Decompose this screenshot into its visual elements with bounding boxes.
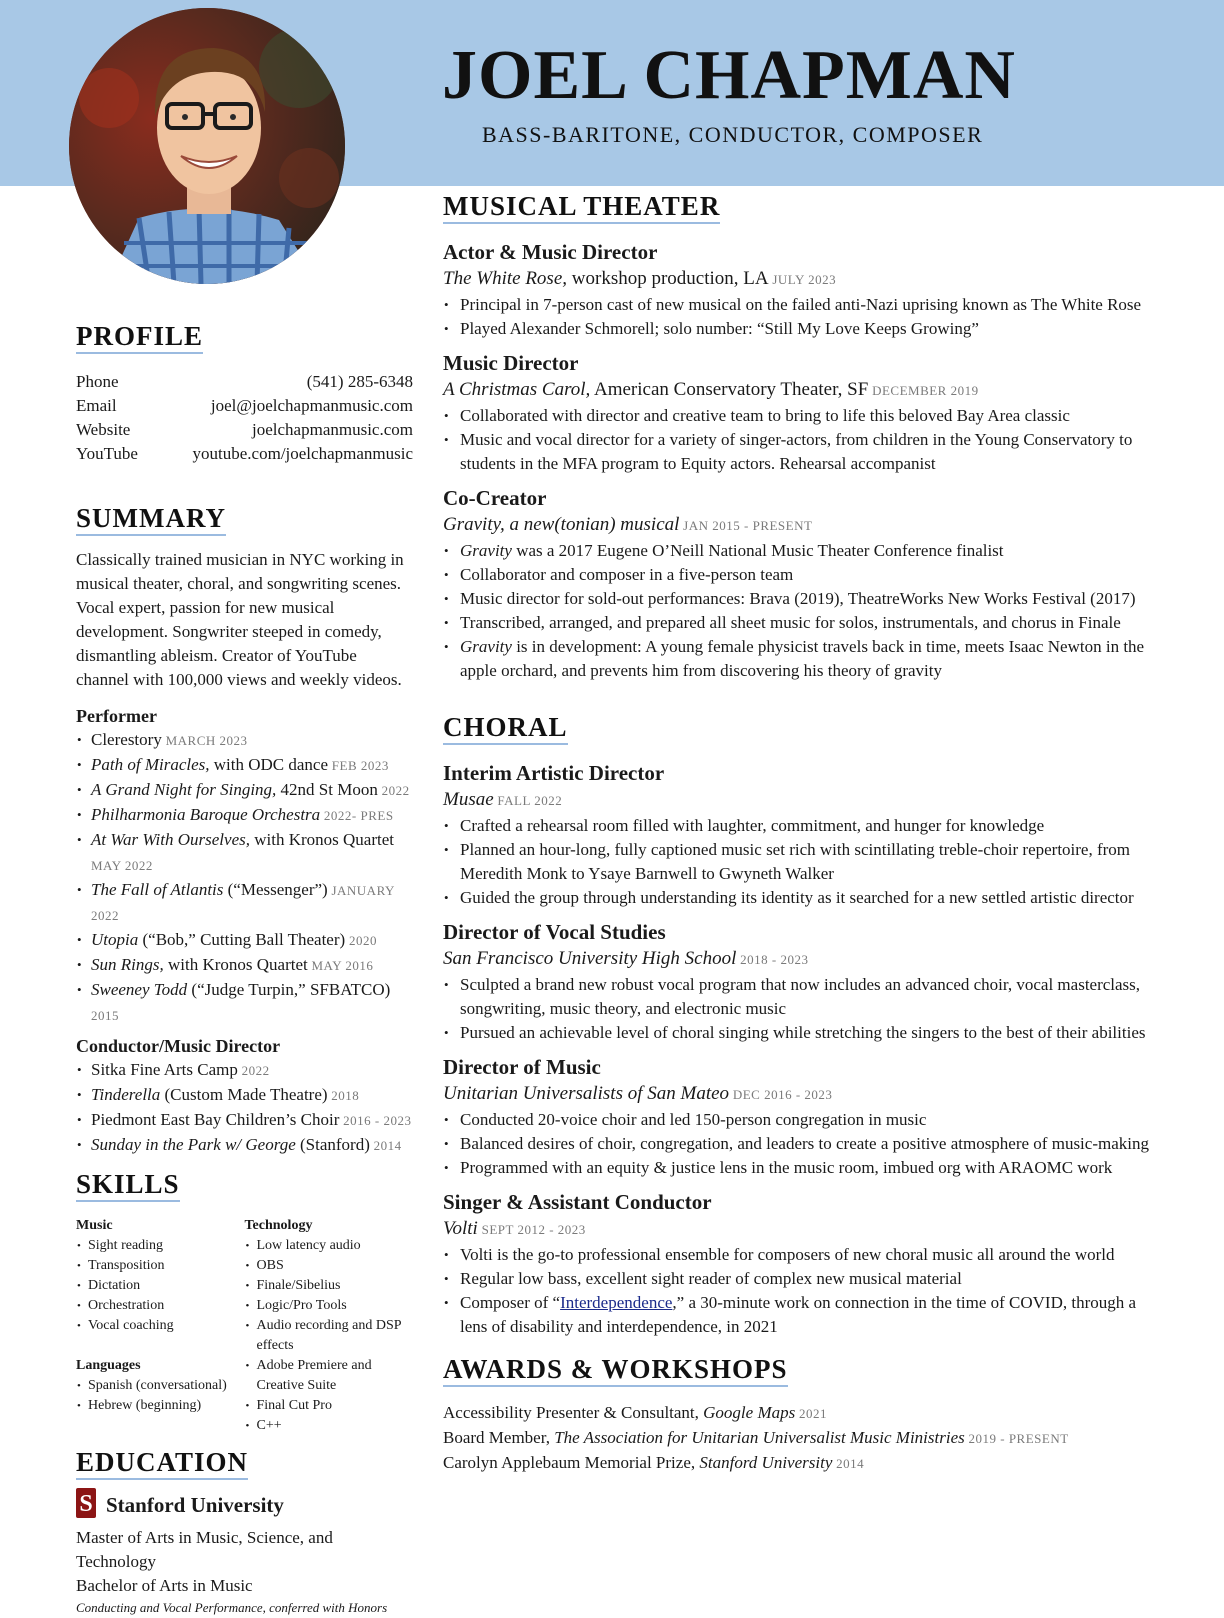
job-bullets	[443, 1243, 1158, 1339]
job-entry	[443, 759, 1158, 910]
music-skill: • Orchestration	[76, 1296, 245, 1316]
job-role: Co-Creator	[443, 486, 547, 510]
show-title: Gravity	[460, 637, 512, 656]
job-bullet: • Crafted a rehearsal room filled with laughter, commitment, and hunger for knowledge	[443, 814, 1158, 838]
job-bullets	[443, 293, 1158, 341]
svg-text:S: S	[79, 1491, 93, 1517]
performer-item-date: MARCH 2023	[161, 733, 248, 748]
profile-contact-list	[76, 370, 413, 466]
performer-item-title: The Fall of Atlantis	[91, 880, 224, 899]
award-date: 2014	[832, 1456, 865, 1471]
job-organization-detail: workshop production, LA	[567, 268, 769, 289]
job-role: Interim Artistic Director	[443, 761, 665, 785]
tagline: BASS-BARITONE, CONDUCTOR, COMPOSER	[482, 122, 984, 147]
performer-item-date: 2015	[91, 1008, 119, 1023]
interdependence-link[interactable]: Interdependence	[560, 1293, 673, 1312]
conductor-item-text: Sitka Fine Arts Camp	[91, 1060, 238, 1079]
performer-item	[76, 878, 413, 928]
summary-text: Classically trained musician in NYC working in musical theater, choral, and songwriting scenes. Vocal expert, passion for new musical development. Songwriter steeped in comedy, dismantling ableism. Creator of YouTube channel with 100,000 views and weekly videos.	[76, 550, 404, 689]
performer-item	[76, 953, 413, 978]
job-bullets	[443, 404, 1158, 476]
job-organization-name: Gravity, a new(tonian) musical	[443, 514, 680, 535]
performer-item-detail: with ODC dance	[209, 755, 329, 774]
job-bullet: • Conducted 20-voice choir and led 150-person congregation in music	[443, 1108, 1158, 1132]
profile-photo	[69, 8, 345, 284]
performer-item-title: Philharmonia Baroque Orchestra	[91, 805, 321, 824]
awards-list	[443, 1401, 1158, 1476]
award-organization: Stanford University	[699, 1453, 833, 1472]
technology-skill: • Audio recording and DSP effects	[245, 1316, 414, 1356]
skills-col-left	[76, 1216, 245, 1436]
phone-row	[76, 370, 413, 394]
performer-heading: Performer	[76, 706, 157, 726]
job-bullets	[443, 1108, 1158, 1180]
conductor-list	[76, 1058, 413, 1158]
choral-jobs	[443, 759, 1158, 1339]
conductor-item-date: 2018	[327, 1088, 360, 1103]
performer-item-date: 2022- PRES	[320, 808, 394, 823]
performer-item	[76, 978, 413, 1028]
performer-item-date: 2020	[345, 933, 377, 948]
job-bullet: • Collaborator and composer in a five-person team	[443, 563, 1158, 587]
musical-theater-heading: MUSICAL THEATER	[443, 190, 720, 224]
job-organization	[443, 377, 1158, 404]
school-name: Stanford University	[106, 1492, 284, 1517]
performer-item-detail: 42nd St Moon	[276, 780, 378, 799]
website-label: Website	[76, 420, 131, 439]
education-heading: EDUCATION	[76, 1446, 248, 1480]
award-date: 2019 - PRESENT	[964, 1431, 1069, 1446]
youtube-value[interactable]: youtube.com/joelchapmanmusic	[192, 444, 413, 463]
performer-item-detail: with Kronos Quartet	[163, 955, 308, 974]
school-row	[76, 1488, 413, 1526]
job-bullets	[443, 973, 1158, 1045]
job-role: Director of Music	[443, 1055, 601, 1079]
job-bullet: • Collaborated with director and creative team to bring to life this beloved Bay Area classic	[443, 404, 1158, 428]
performer-item	[76, 803, 413, 828]
job-organization	[443, 946, 1158, 973]
job-organization	[443, 266, 1158, 293]
job-organization	[443, 512, 1158, 539]
conductor-item-title: Sunday in the Park w/ George	[91, 1135, 296, 1154]
award-date: 2021	[795, 1406, 827, 1421]
job-bullet-text: was a 2017 Eugene O’Neill National Music Theater Conference finalist	[511, 541, 1004, 560]
job-entry	[443, 484, 1158, 683]
show-title: Gravity	[460, 541, 512, 560]
conductor-item-date: 2022	[237, 1063, 270, 1078]
performer-item-date: FEB 2023	[328, 758, 389, 773]
performer-item-detail: (“Bob,” Cutting Ball Theater)	[138, 930, 346, 949]
job-entry	[443, 918, 1158, 1045]
music-skill: • Dictation	[76, 1276, 245, 1296]
job-date: DEC 2016 - 2023	[729, 1087, 833, 1102]
job-bullet: • Guided the group through understanding its identity as it searched for a new settled artistic director	[443, 886, 1158, 910]
job-date: JULY 2023	[768, 272, 837, 287]
job-bullet: • Pursued an achievable level of choral singing while stretching the singers to the best of their abilities	[443, 1021, 1158, 1045]
job-organization-name: A Christmas Carol,	[443, 379, 591, 400]
performer-item-date: MAY 2022	[91, 858, 153, 873]
performer-item	[76, 728, 413, 753]
job-organization-name: Volti	[443, 1218, 478, 1239]
job-date: FALL 2022	[493, 793, 563, 808]
job-bullet: • Principal in 7-person cast of new musical on the failed anti-Nazi uprising known as The White Rose	[443, 293, 1158, 317]
left-column	[76, 320, 413, 1618]
job-organization	[443, 1216, 1158, 1243]
right-column	[443, 190, 1158, 1476]
award-item	[443, 1451, 1158, 1476]
job-bullet-text: Composer of “	[460, 1293, 561, 1312]
job-entry	[443, 1053, 1158, 1180]
conductor-item-title: Tinderella	[91, 1085, 161, 1104]
skills-col-right	[245, 1216, 414, 1436]
technology-skill: • C++	[245, 1416, 414, 1436]
job-date: DECEMBER 2019	[868, 383, 979, 398]
job-organization-name: San Francisco University High School	[443, 948, 737, 969]
award-role: Board Member,	[443, 1428, 555, 1447]
performer-item-title: Utopia	[91, 930, 139, 949]
performer-item-title: A Grand Night for Singing,	[91, 780, 277, 799]
job-organization-name: Musae	[443, 789, 494, 810]
performer-item-title: Sweeney Todd	[91, 980, 188, 999]
technology-skill: • Final Cut Pro	[245, 1396, 414, 1416]
music-skills-list	[76, 1236, 245, 1336]
job-bullet: • Played Alexander Schmorell; solo number: “Still My Love Keeps Growing”	[443, 317, 1158, 341]
phone-label: Phone	[76, 372, 119, 391]
conductor-heading: Conductor/Music Director	[76, 1036, 281, 1056]
technology-skill: • Adobe Premiere and Creative Suite	[245, 1356, 414, 1396]
phone-value: (541) 285-6348	[306, 372, 413, 391]
performer-item-detail: with Kronos Quartet	[249, 830, 394, 849]
conductor-item	[76, 1133, 413, 1158]
performer-item	[76, 778, 413, 803]
performer-list	[76, 728, 413, 1028]
job-bullet-text: ,” a 30-minute work on connection in the time of COVID, through a lens of disability and interdependence, in 2021	[460, 1293, 1137, 1336]
award-role: Accessibility Presenter & Consultant,	[443, 1403, 704, 1422]
performer-item-date: 2022	[377, 783, 410, 798]
job-role: Director of Vocal Studies	[443, 920, 666, 944]
conductor-item	[76, 1058, 413, 1083]
person-name: JOEL CHAPMAN	[442, 37, 1016, 114]
job-bullet: • Programmed with an equity & justice lens in the music room, imbued org with ARAOMC work	[443, 1156, 1158, 1180]
technology-skill: • Finale/Sibelius	[245, 1276, 414, 1296]
performer-item-detail: (“Judge Turpin,” SFBATCO)	[187, 980, 391, 999]
job-bullets	[443, 539, 1158, 683]
musical-theater-jobs	[443, 238, 1158, 683]
conductor-item-text: Piedmont East Bay Children’s Choir	[91, 1110, 340, 1129]
award-role: Carolyn Applebaum Memorial Prize,	[443, 1453, 700, 1472]
performer-item-detail: (“Messenger”)	[223, 880, 328, 899]
skills-grid	[76, 1216, 413, 1436]
performer-item-date: JANUARY 2022	[91, 883, 395, 923]
job-organization-name: The White Rose,	[443, 268, 568, 289]
job-bullets	[443, 814, 1158, 910]
award-organization: The Association for Unitarian Universalist Music Ministries	[554, 1428, 965, 1447]
job-organization	[443, 787, 1158, 814]
job-bullet: • Planned an hour-long, fully captioned music set rich with scintillating treble-choir repertoire, from Meredith Monk to Ysaye Barnwell to Gwyneth Walker	[443, 838, 1158, 886]
job-entry	[443, 1188, 1158, 1339]
email-label: Email	[76, 396, 117, 415]
performer-item	[76, 928, 413, 953]
skills-heading: SKILLS	[76, 1168, 180, 1202]
degree-note: Conducting and Vocal Performance, conferred with Honors	[76, 1600, 388, 1615]
music-skills-heading: Music	[76, 1218, 113, 1233]
degree-masters: Master of Arts in Music, Science, and Technology	[76, 1528, 333, 1571]
email-value[interactable]: joel@joelchapmanmusic.com	[210, 396, 413, 415]
conductor-item-date: 2014	[369, 1138, 402, 1153]
performer-item-date: MAY 2016	[307, 958, 374, 973]
job-bullet: • Music and vocal director for a variety of singer-actors, from children in the Young Conservatory to students in the MFA program to Equity actors. Rehearsal accompanist	[443, 428, 1158, 476]
job-role: Actor & Music Director	[443, 240, 658, 264]
conductor-item-date: 2016 - 2023	[339, 1113, 412, 1128]
music-skill: • Sight reading	[76, 1236, 245, 1256]
youtube-row	[76, 442, 413, 466]
job-date: 2018 - 2023	[736, 952, 809, 967]
performer-item-title: Path of Miracles,	[91, 755, 210, 774]
technology-skill: • Logic/Pro Tools	[245, 1296, 414, 1316]
language-skill: • Hebrew (beginning)	[76, 1396, 245, 1416]
performer-item	[76, 753, 413, 778]
profile-heading: PROFILE	[76, 320, 203, 354]
job-entry	[443, 349, 1158, 476]
choral-heading: CHORAL	[443, 711, 568, 745]
job-bullet: • Volti is the go-to professional ensemble for composers of new choral music all around the world	[443, 1243, 1158, 1267]
technology-heading: Technology	[244, 1218, 313, 1233]
music-skill: • Transposition	[76, 1256, 245, 1276]
youtube-label: YouTube	[76, 444, 138, 463]
award-item	[443, 1401, 1158, 1426]
job-entry	[443, 238, 1158, 341]
job-organization-name: Unitarian Universalists of San Mateo	[443, 1083, 730, 1104]
degree-bachelors: Bachelor of Arts in Music	[76, 1576, 253, 1595]
job-date: SEPT 2012 - 2023	[477, 1222, 586, 1237]
job-bullet-text: is in development: A young female physicist travels back in time, meets Isaac Newton in the apple orchard, and prevents him from discovering his theory of gravity	[460, 637, 1145, 680]
languages-list	[76, 1376, 245, 1416]
job-bullet: • Transcribed, arranged, and prepared all sheet music for solos, instrumentals, and chorus in Finale	[443, 611, 1158, 635]
job-bullet: • Regular low bass, excellent sight reader of complex new musical material	[443, 1267, 1158, 1291]
technology-skill: • OBS	[245, 1256, 414, 1276]
website-row	[76, 418, 413, 442]
conductor-item	[76, 1108, 413, 1133]
website-value[interactable]: joelchapmanmusic.com	[252, 420, 413, 439]
job-organization-detail: American Conservatory Theater, SF	[590, 379, 869, 400]
stanford-logo-icon	[76, 1488, 96, 1526]
performer-item-title: Sun Rings,	[91, 955, 164, 974]
conductor-item-detail: (Custom Made Theatre)	[160, 1085, 328, 1104]
job-date: JAN 2015 - PRESENT	[679, 518, 813, 533]
award-organization: Google Maps	[703, 1403, 796, 1422]
job-bullet	[443, 539, 1158, 563]
job-bullet: • Balanced desires of choir, congregation, and leaders to create a positive atmosphere of music-making	[443, 1132, 1158, 1156]
conductor-item	[76, 1083, 413, 1108]
music-skill: • Vocal coaching	[76, 1316, 245, 1336]
technology-list	[245, 1236, 414, 1436]
email-row	[76, 394, 413, 418]
technology-skill: • Low latency audio	[245, 1236, 414, 1256]
language-skill: • Spanish (conversational)	[76, 1376, 245, 1396]
languages-heading: Languages	[76, 1358, 141, 1373]
performer-item	[76, 828, 413, 878]
job-organization	[443, 1081, 1158, 1108]
job-bullet: • Music director for sold-out performances: Brava (2019), TheatreWorks New Works Festival (2017)	[443, 587, 1158, 611]
summary-heading: SUMMARY	[76, 502, 226, 536]
job-bullet	[443, 1291, 1158, 1339]
job-role: Music Director	[443, 351, 579, 375]
conductor-item-detail: (Stanford)	[295, 1135, 370, 1154]
performer-item-text: Clerestory	[91, 730, 162, 749]
performer-item-title: At War With Ourselves,	[91, 830, 250, 849]
job-bullet: • Sculpted a brand new robust vocal program that now includes an advanced choir, vocal masterclass, songwriting, music theory, and electronic music	[443, 973, 1158, 1021]
award-item	[443, 1426, 1158, 1451]
job-role: Singer & Assistant Conductor	[443, 1190, 712, 1214]
job-bullet	[443, 635, 1158, 683]
awards-heading: AWARDS & WORKSHOPS	[443, 1353, 788, 1387]
